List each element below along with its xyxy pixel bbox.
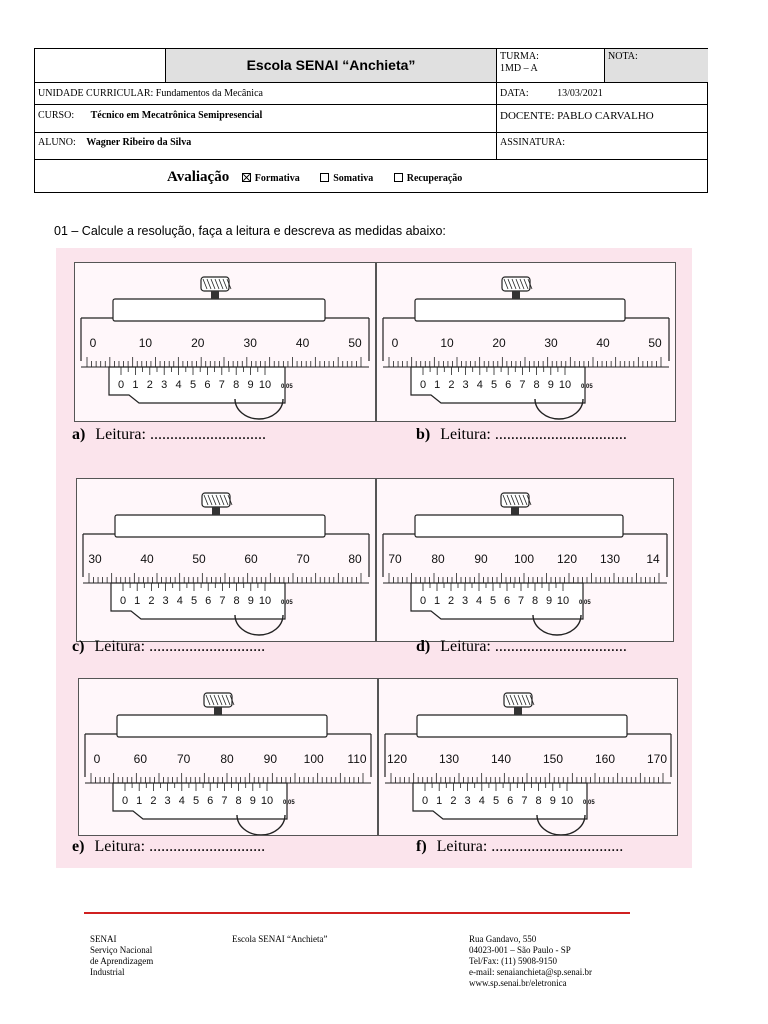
curso-value: Técnico em Mecatrônica Semipresencial	[90, 110, 263, 121]
main-scale-label: 160	[594, 752, 616, 766]
vernier-label: 5	[490, 379, 498, 391]
main-scale-label: 120	[556, 552, 578, 566]
aluno-value: Wagner Ribeiro da Silva	[86, 137, 192, 148]
data-value: 13/03/2021	[557, 88, 603, 99]
curso-label: CURSO:	[38, 110, 75, 121]
main-scale-label: 30	[544, 336, 558, 350]
vernier-label: 8	[235, 795, 242, 807]
main-scale-label: 100	[513, 552, 535, 566]
vernier-label: 1	[434, 379, 441, 391]
leitura-f: f) Leitura: .................................	[416, 838, 624, 855]
assinatura: ASSINATURA:	[496, 132, 708, 159]
checkbox-empty-icon[interactable]	[320, 173, 329, 182]
vernier-label: 3	[462, 379, 469, 391]
avaliacao-row	[35, 159, 708, 193]
vernier-label: 1	[436, 795, 443, 807]
vernier-label: 4	[476, 379, 483, 391]
vernier-label: 9	[549, 795, 556, 807]
main-scale-label: 140	[490, 752, 512, 766]
vernier-label: 0	[419, 595, 427, 607]
vernier-label: 5	[489, 595, 497, 607]
slider-bar	[417, 715, 627, 737]
main-scale-label: 120	[386, 752, 408, 766]
leitura-a: a) Leitura: .............................	[72, 426, 266, 443]
vernier-label: 1	[433, 595, 441, 607]
main-scale-label: 80	[431, 552, 445, 566]
vernier-resolution: 0,05	[581, 384, 593, 390]
vernier-label: 4	[475, 595, 483, 607]
screw-stem	[514, 707, 522, 715]
leitura-d: d) Leitura: .................................	[416, 638, 627, 655]
vernier-label: 9	[249, 795, 256, 807]
footer-address: Rua Gandavo, 550 04023-001 – São Paulo - SP Tel/Fax: (11) 5908-9150 e-mail: senaianchieta@sp.senai.br www.sp.senai.br/eletronica	[469, 934, 592, 988]
main-scale-label: 30	[243, 336, 257, 350]
slider-bar	[415, 515, 623, 537]
vernier-label: 5	[192, 795, 200, 807]
vernier-label: 8	[233, 595, 240, 607]
main-scale-label: 50	[348, 336, 362, 350]
footer-divider	[84, 912, 630, 914]
question-text: 01 – Calcule a resolução, faça a leitura e descreva as medidas abaixo:	[54, 224, 446, 238]
vernier-label: 3	[161, 379, 168, 391]
beam-outline	[83, 534, 369, 577]
vernier-resolution: 0,05	[283, 800, 295, 806]
vernier-label: 6	[507, 795, 514, 807]
caliper-sheet	[56, 248, 692, 868]
main-scale-label: 70	[388, 552, 402, 566]
main-scale-label: 0	[93, 752, 101, 766]
main-scale-label: 10	[440, 336, 454, 350]
main-scale-label: 50	[648, 336, 662, 350]
caliper-panel-c	[76, 478, 376, 642]
main-scale-label: 30	[88, 552, 102, 566]
option-formativa[interactable]: Formativa	[242, 173, 300, 184]
vernier-label: 6	[505, 379, 512, 391]
beam-outline	[385, 734, 671, 777]
vernier-label: 10	[258, 595, 272, 607]
logo-cell	[35, 49, 165, 82]
checkbox-empty-icon[interactable]	[394, 173, 403, 182]
main-scale-label: 110	[347, 752, 367, 766]
vernier-label: 10	[260, 795, 274, 807]
leitura-b: b) Leitura: .................................	[416, 426, 627, 443]
caliper-panel-d	[376, 478, 674, 642]
vernier-label: 9	[547, 379, 554, 391]
vernier-label: 6	[205, 595, 212, 607]
data-cell	[496, 82, 708, 104]
vernier-label: 1	[132, 379, 139, 391]
caliper-e-drawing	[79, 679, 377, 835]
slider-bar	[117, 715, 327, 737]
main-scale-label: 60	[133, 752, 148, 766]
docente: DOCENTE: PABLO CARVALHO	[496, 104, 708, 132]
vernier-label: 6	[207, 795, 214, 807]
caliper-d-drawing	[377, 479, 673, 641]
caliper-c-drawing	[77, 479, 375, 641]
vernier-label: 4	[175, 379, 182, 391]
main-scale-label: 70	[176, 752, 191, 766]
vernier-label: 7	[517, 595, 525, 607]
header-table	[34, 48, 708, 193]
vernier-label: 8	[533, 379, 540, 391]
main-scale-label: 40	[596, 336, 610, 350]
turma-label: TURMA:	[500, 51, 539, 62]
footer-org: SENAI Serviço Nacional de Aprendizagem Industrial	[90, 934, 154, 977]
avaliacao-label: Avaliação	[167, 169, 230, 185]
caliper-a-drawing	[75, 263, 375, 421]
vernier-label: 9	[247, 379, 254, 391]
school-name: Escola SENAI “Anchieta”	[165, 49, 496, 82]
vernier-label: 5	[189, 379, 197, 391]
caliper-panel-b	[376, 262, 676, 422]
vernier-label: 10	[560, 795, 574, 807]
vernier-label: 7	[519, 379, 526, 391]
vernier-label: 0	[419, 379, 427, 391]
aluno-label: ALUNO:	[38, 137, 76, 148]
vernier-label: 8	[531, 595, 539, 607]
vernier-label: 3	[162, 595, 169, 607]
vernier-label: 7	[219, 595, 226, 607]
main-scale-label: 70	[296, 552, 310, 566]
main-scale-label: 50	[192, 552, 206, 566]
vernier-label: 3	[464, 795, 471, 807]
checkbox-checked-icon[interactable]	[242, 173, 251, 182]
slider-bar	[115, 515, 325, 537]
caliper-panel-f	[378, 678, 678, 836]
vernier-label: 4	[176, 595, 183, 607]
vernier-label: 1	[136, 795, 143, 807]
main-scale-label: 0	[391, 336, 399, 350]
main-scale-label: 60	[244, 552, 258, 566]
vernier-label: 8	[233, 379, 240, 391]
main-scale-label: 170	[646, 752, 668, 766]
vernier-label: 7	[521, 795, 528, 807]
vernier-label: 2	[146, 379, 153, 391]
option-recuperacao[interactable]: Recuperação	[394, 173, 463, 184]
vernier-label: 6	[204, 379, 211, 391]
vernier-label: 7	[218, 379, 225, 391]
vernier-label: 8	[535, 795, 542, 807]
vernier-label: 3	[461, 595, 469, 607]
screw-stem	[212, 507, 220, 515]
vernier-label: 5	[492, 795, 500, 807]
main-scale-label: 90	[474, 552, 488, 566]
vernier-label: 9	[247, 595, 254, 607]
main-scale-label: 130	[438, 752, 460, 766]
data-label: DATA:	[500, 88, 529, 99]
slider-bar	[113, 299, 325, 321]
screw-stem	[211, 291, 219, 299]
vernier-label: 9	[545, 595, 553, 607]
main-scale-label: 100	[303, 752, 324, 766]
vernier-label: 0	[421, 795, 429, 807]
vernier-label: 7	[221, 795, 228, 807]
nota-label: NOTA:	[604, 49, 708, 82]
main-scale-label: 10	[138, 336, 153, 350]
main-scale-label: 20	[191, 336, 205, 350]
vernier-label: 6	[503, 595, 511, 607]
vernier-label: 0	[121, 795, 129, 807]
slider-bar	[415, 299, 625, 321]
main-scale-label: 40	[295, 336, 310, 350]
main-scale-label: 90	[263, 752, 278, 766]
footer-school: Escola SENAI “Anchieta”	[232, 934, 328, 944]
vernier-label: 0	[117, 379, 125, 391]
vernier-label: 2	[448, 379, 455, 391]
vernier-label: 2	[447, 595, 455, 607]
screw-stem	[214, 707, 222, 715]
main-scale-label: 40	[140, 552, 154, 566]
vernier-resolution: 0,05	[281, 384, 293, 390]
main-scale-label: 80	[220, 752, 234, 766]
beam-outline	[383, 318, 669, 361]
option-somativa[interactable]: Somativa	[320, 173, 373, 184]
vernier-label: 10	[558, 379, 572, 391]
vernier-resolution: 0,05	[579, 600, 591, 606]
screw-stem	[511, 507, 519, 515]
caliper-panel-e	[78, 678, 378, 836]
screw-stem	[512, 291, 520, 299]
main-scale-label: 130	[599, 552, 621, 566]
curso-cell	[35, 104, 496, 132]
turma-value: 1MD – A	[500, 63, 538, 74]
unidade-curricular: UNIDADE CURRICULAR: Fundamentos da Mecânica	[35, 82, 496, 104]
main-scale-label: 14	[646, 552, 660, 566]
caliper-b-drawing	[377, 263, 675, 421]
main-scale-label: 80	[348, 552, 362, 566]
vernier-label: 4	[478, 795, 485, 807]
caliper-f-drawing	[379, 679, 677, 835]
main-scale-label: 0	[89, 336, 97, 350]
caliper-panel-a	[74, 262, 376, 422]
vernier-label: 5	[190, 595, 198, 607]
vernier-resolution: 0,05	[281, 600, 293, 606]
turma-cell	[496, 49, 604, 82]
main-scale-label: 20	[492, 336, 506, 350]
main-scale-label: 150	[542, 752, 564, 766]
vernier-label: 2	[150, 795, 157, 807]
vernier-label: 4	[178, 795, 185, 807]
vernier-label: 2	[450, 795, 457, 807]
aluno-cell	[35, 132, 496, 159]
vernier-label: 10	[258, 379, 272, 391]
beam-outline	[81, 318, 369, 361]
vernier-label: 3	[164, 795, 171, 807]
vernier-label: 1	[134, 595, 141, 607]
leitura-c: c) Leitura: .............................	[72, 638, 266, 655]
vernier-resolution: 0,05	[583, 800, 595, 806]
leitura-e: e) Leitura: .............................	[72, 838, 266, 855]
vernier-label: 10	[556, 595, 570, 607]
vernier-label: 2	[148, 595, 155, 607]
vernier-label: 0	[119, 595, 127, 607]
